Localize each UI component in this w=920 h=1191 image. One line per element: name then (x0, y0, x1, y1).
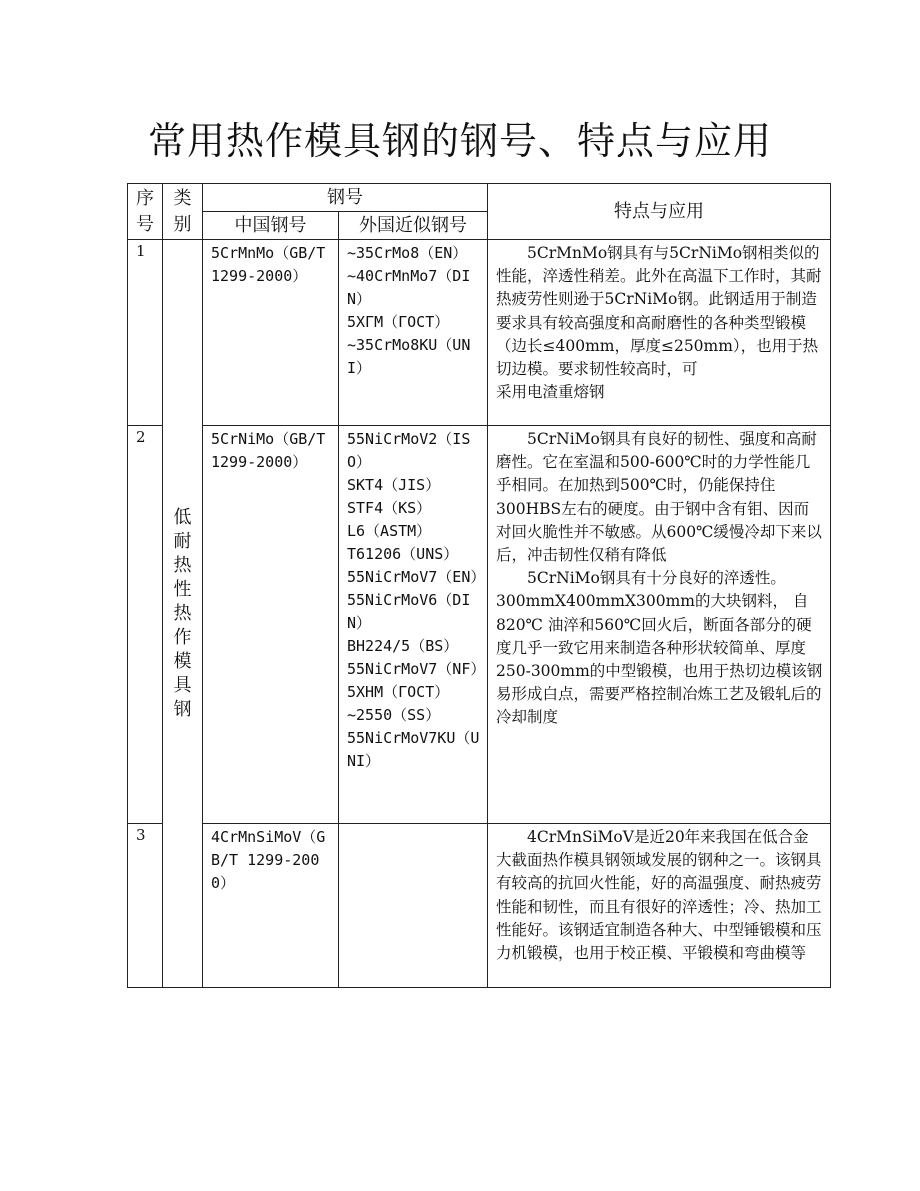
header-features: 特点与应用 (488, 184, 831, 240)
foreign-steel-item: 55NiCrMoV6（DIN） (347, 591, 471, 632)
foreign-steel-list (339, 824, 488, 988)
header-steel-no: 钢号 (203, 184, 488, 212)
row-seq: 1 (128, 240, 163, 426)
features-paragraph: 采用电渣重熔钢 (496, 383, 605, 402)
features-paragraph: 4CrMnSiMoV是近20年来我国在低合金大截面热作模具钢领域发展的钢种之一。该钢具有较高的抗回火性能，好的高温强度、耐热疲劳性能和韧性，而且有很好的淬透性；冷、热加工性能好。该钢适宜制造各种大、中型锤锻模和压力机锻模，也用于校正模、平锻模和弯曲模等 (496, 828, 822, 963)
foreign-steel-item: ~35CrMo8KU（UNI） (347, 336, 471, 377)
table-row (128, 426, 831, 824)
header-category (163, 184, 203, 240)
row-seq: 2 (128, 426, 163, 824)
header-category-label: 类别 (173, 187, 192, 235)
category-label: 低耐热性热作模具钢 (173, 506, 192, 720)
table-row (128, 240, 831, 426)
header-seq-label: 序号 (136, 187, 154, 235)
foreign-steel-item: ~35CrMo8（EN） (347, 244, 468, 262)
steel-table (127, 183, 831, 988)
foreign-steel-item: 55NiCrMoV7（NF） (347, 660, 486, 678)
header-seq (128, 184, 163, 240)
category-cell (163, 240, 203, 988)
features-text (488, 824, 831, 988)
foreign-steel-item: 55NiCrMoV7KU（UNI） (347, 729, 480, 770)
foreign-steel-item: L6（ASTM） (347, 522, 432, 540)
features-paragraph: 5CrMnMo钢具有与5CrNiMo钢相类似的性能，淬透性稍差。此外在高温下工作时，其耐热疲劳性则逊于5CrNiMo钢。此钢适用于制造要求具有较高强度和高耐磨性的各种类型锻模（边长≤400mm，厚度≤250mm），也用于热切边模。要求韧性较高时，可 (496, 244, 822, 379)
foreign-steel-item: ~40CrMnMo7（DIN） (347, 267, 471, 308)
header-china: 中国钢号 (203, 212, 339, 240)
foreign-steel-item: 55NiCrMoV7（EN） (347, 568, 486, 586)
header-foreign: 外国近似钢号 (339, 212, 488, 240)
features-text (488, 240, 831, 426)
features-paragraph: 5CrNiMo钢具有良好的韧性、强度和高耐磨性。它在室温和500-600℃时的力学性能几乎相同。在加热到500℃时，仍能保持住300HBS左右的硬度。由于钢中含有钼、因而对回火脆性并不敏感。从600℃缓慢冷却下来以后，冲击韧性仅稍有降低 (496, 430, 822, 565)
china-steel-no: 5CrNiMo（GB/T 1299-2000） (203, 426, 339, 824)
foreign-steel-item: BH224/5（BS） (347, 637, 459, 655)
page-title: 常用热作模具钢的钢号、特点与应用 (147, 119, 772, 163)
foreign-steel-item: 55NiCrMoV2（ISO） (347, 430, 471, 471)
foreign-steel-item: STF4（KS） (347, 499, 432, 517)
foreign-steel-item: T61206（UNS） (347, 545, 459, 563)
china-steel-no: 4CrMnSiMoV（GB/T 1299-2000） (203, 824, 339, 988)
foreign-steel-list (339, 240, 488, 426)
row-seq: 3 (128, 824, 163, 988)
china-steel-no: 5CrMnMo（GB/T 1299-2000） (203, 240, 339, 426)
features-text (488, 426, 831, 824)
foreign-steel-item: 5XHM（ГОСТ） (347, 683, 450, 701)
foreign-steel-list (339, 426, 488, 824)
table-row (128, 824, 831, 988)
foreign-steel-item: ~2550（SS） (347, 706, 441, 724)
features-paragraph: 5CrNiMo钢具有十分良好的淬透性。300mmX400mmX300mm的大块钢料， 自820℃ 油淬和560℃回火后，断面各部分的硬度几乎一致它用来制造各种形状较简单、厚度250-300mm的中型锻模，也用于热切边模该钢易形成白点，需要严格控制冶炼工艺及锻轧后的冷却制度 (496, 569, 823, 727)
foreign-steel-item: SKT4（JIS） (347, 476, 441, 494)
foreign-steel-item: 5XГМ（ГОСТ） (347, 313, 450, 331)
